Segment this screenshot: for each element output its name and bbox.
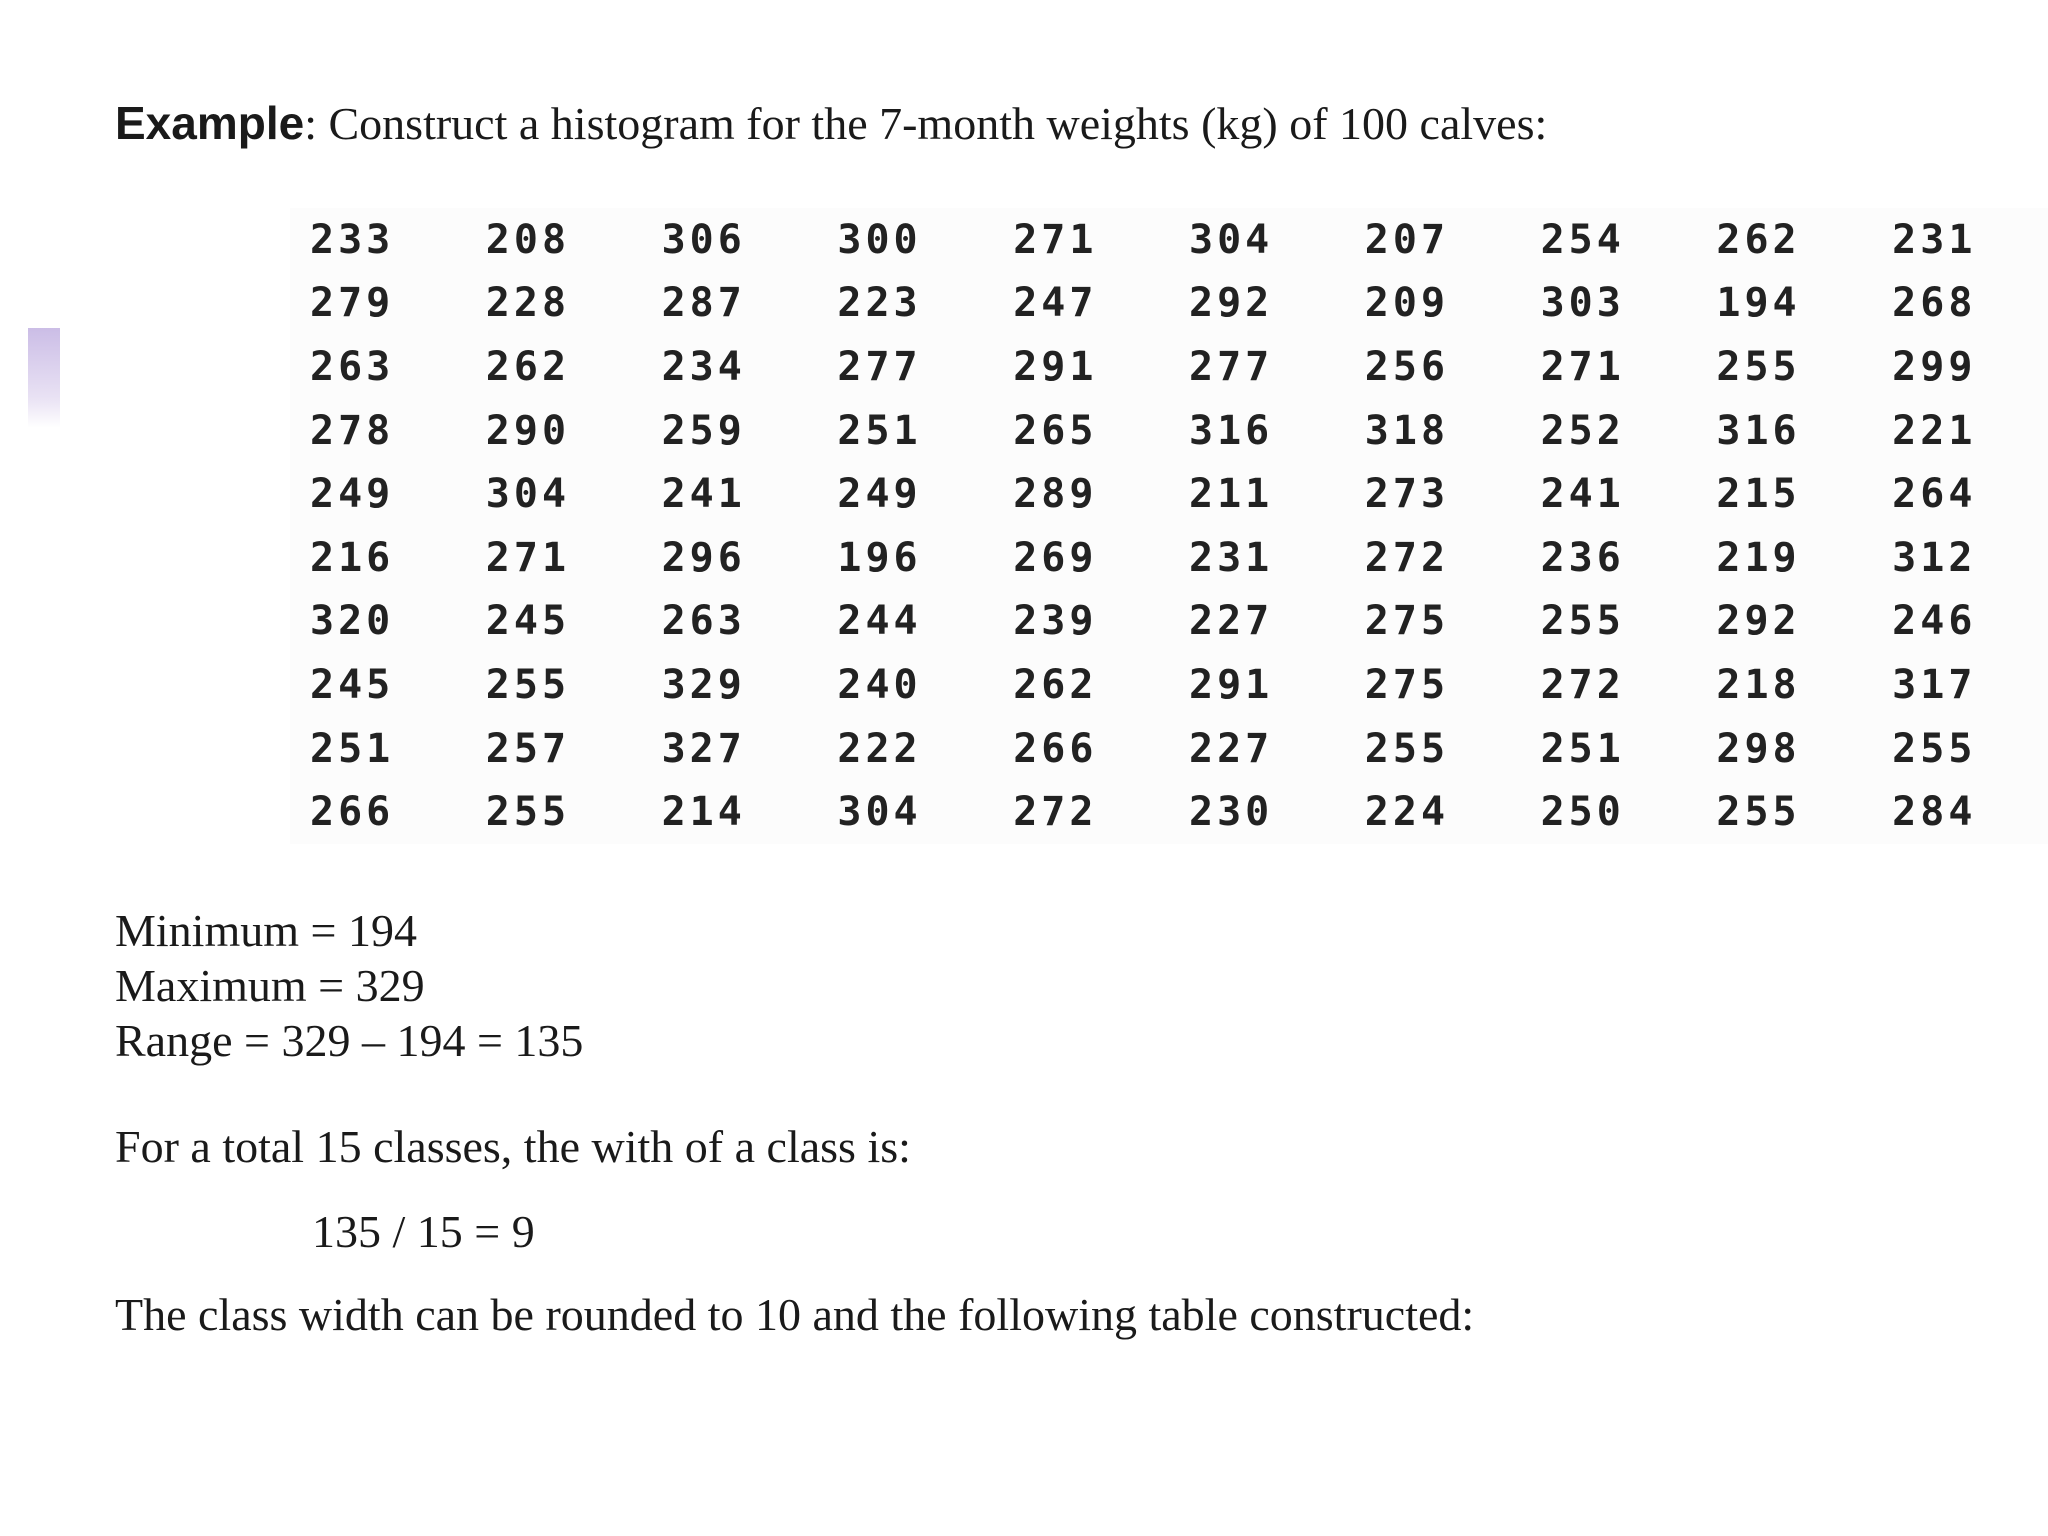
- table-cell: 287: [661, 280, 746, 327]
- table-cell: 269: [1013, 534, 1098, 581]
- class-count-text: For a total 15 classes, the with of a class is:: [115, 1121, 911, 1172]
- table-cell: 316: [1716, 407, 1801, 454]
- table-cell: 222: [837, 725, 922, 772]
- table-cell: 208: [485, 216, 571, 263]
- table-cell: 255: [1364, 725, 1450, 772]
- table-cell: 209: [1364, 280, 1450, 327]
- table-cell: 277: [837, 343, 922, 390]
- table-cell: 271: [485, 534, 571, 581]
- table-cell: 249: [310, 471, 395, 518]
- table-cell: 306: [661, 216, 746, 263]
- table-row: [290, 590, 2048, 654]
- table-cell: 216: [310, 534, 395, 581]
- weights-table: [290, 208, 2048, 844]
- table-cell: 272: [1540, 661, 1625, 708]
- table-cell: 291: [1188, 661, 1274, 708]
- table-cell: 251: [310, 725, 395, 772]
- table-cell: 266: [1013, 725, 1098, 772]
- table-cell: 233: [310, 216, 395, 263]
- table-cell: 264: [1892, 471, 1977, 518]
- table-cell: 299: [1892, 343, 1977, 390]
- table-cell: 317: [1892, 661, 1977, 708]
- table-cell: 214: [661, 789, 746, 836]
- table-cell: 257: [485, 725, 571, 772]
- table-cell: 279: [310, 280, 395, 327]
- table-cell: 255: [1540, 598, 1625, 645]
- table-cell: 291: [1013, 343, 1098, 390]
- table-row: [290, 335, 2048, 399]
- table-cell: 275: [1364, 598, 1450, 645]
- table-cell: 207: [1364, 216, 1450, 263]
- table-cell: 272: [1364, 534, 1450, 581]
- table-cell: 246: [1892, 598, 1977, 645]
- table-cell: 292: [1188, 280, 1274, 327]
- table-row: [290, 208, 2048, 272]
- table-cell: 239: [1013, 598, 1098, 645]
- minimum-line: Minimum = 194: [115, 905, 417, 956]
- table-cell: 263: [661, 598, 746, 645]
- table-cell: 231: [1892, 216, 1977, 263]
- table-cell: 247: [1013, 280, 1098, 327]
- table-cell: 250: [1540, 789, 1625, 836]
- table-cell: 249: [837, 471, 922, 518]
- table-cell: 227: [1188, 725, 1274, 772]
- table-cell: 228: [485, 280, 571, 327]
- table-cell: 262: [1716, 216, 1801, 263]
- table-row: [290, 272, 2048, 336]
- table-row: [290, 462, 2048, 526]
- table-cell: 271: [1540, 343, 1625, 390]
- table-cell: 312: [1892, 534, 1977, 581]
- table-cell: 245: [310, 661, 395, 708]
- accent-bar: [28, 328, 60, 428]
- table-cell: 278: [310, 407, 395, 454]
- heading-text: : Construct a histogram for the 7-month weights (kg) of 100 calves:: [304, 98, 1548, 149]
- table-cell: 316: [1188, 407, 1274, 454]
- table-row: [290, 780, 2048, 844]
- table-cell: 318: [1364, 407, 1450, 454]
- table-cell: 303: [1540, 280, 1625, 327]
- table-cell: 320: [310, 598, 395, 645]
- table-cell: 259: [661, 407, 746, 454]
- table-cell: 304: [837, 789, 922, 836]
- table-cell: 234: [661, 343, 746, 390]
- table-cell: 298: [1716, 725, 1801, 772]
- table-cell: 255: [1892, 725, 1977, 772]
- table-row: [290, 526, 2048, 590]
- table-cell: 221: [1892, 407, 1977, 454]
- range-line: Range = 329 – 194 = 135: [115, 1015, 584, 1066]
- table-cell: 245: [485, 598, 571, 645]
- maximum-line: Maximum = 329: [115, 960, 425, 1011]
- class-width-calculation: 135 / 15 = 9: [312, 1206, 535, 1257]
- table-cell: 255: [485, 661, 571, 708]
- table-row: [290, 717, 2048, 781]
- table-cell: 266: [310, 789, 395, 836]
- table-cell: 215: [1716, 471, 1801, 518]
- table-row: [290, 653, 2048, 717]
- table-cell: 251: [837, 407, 922, 454]
- table-cell: 262: [485, 343, 571, 390]
- weights-table-body: [290, 208, 2048, 844]
- table-cell: 223: [837, 280, 922, 327]
- table-cell: 218: [1716, 661, 1801, 708]
- table-cell: 292: [1716, 598, 1801, 645]
- table-cell: 265: [1013, 407, 1098, 454]
- table-cell: 284: [1892, 789, 1977, 836]
- table-cell: 327: [661, 725, 746, 772]
- table-cell: 230: [1188, 789, 1274, 836]
- table-cell: 251: [1540, 725, 1625, 772]
- table-cell: 262: [1013, 661, 1098, 708]
- table-cell: 227: [1188, 598, 1274, 645]
- table-cell: 240: [837, 661, 922, 708]
- table-cell: 219: [1716, 534, 1801, 581]
- table-cell: 241: [1540, 471, 1625, 518]
- table-cell: 304: [1188, 216, 1274, 263]
- table-cell: 273: [1364, 471, 1450, 518]
- table-cell: 211: [1188, 471, 1274, 518]
- table-cell: 272: [1013, 789, 1098, 836]
- table-cell: 244: [837, 598, 922, 645]
- table-cell: 271: [1013, 216, 1098, 263]
- table-cell: 255: [485, 789, 571, 836]
- conclusion-text: The class width can be rounded to 10 and the following table constructed:: [115, 1289, 1475, 1340]
- table-cell: 224: [1364, 789, 1450, 836]
- table-cell: 263: [310, 343, 395, 390]
- table-cell: 252: [1540, 407, 1625, 454]
- summary-stats: [115, 903, 583, 1068]
- table-cell: 275: [1364, 661, 1450, 708]
- table-cell: 277: [1188, 343, 1274, 390]
- table-cell: 194: [1716, 280, 1801, 327]
- table-cell: 304: [485, 471, 571, 518]
- table-cell: 329: [661, 661, 746, 708]
- table-cell: 254: [1540, 216, 1625, 263]
- table-cell: 289: [1013, 471, 1098, 518]
- table-cell: 255: [1716, 789, 1801, 836]
- table-cell: 241: [661, 471, 746, 518]
- table-cell: 255: [1716, 343, 1801, 390]
- table-cell: 268: [1892, 280, 1977, 327]
- table-cell: 236: [1540, 534, 1625, 581]
- table-cell: 256: [1364, 343, 1450, 390]
- table-cell: 231: [1188, 534, 1274, 581]
- table-cell: 300: [837, 216, 922, 263]
- example-heading: [115, 96, 1547, 150]
- table-cell: 296: [661, 534, 746, 581]
- heading-label: Example: [115, 97, 305, 149]
- table-row: [290, 399, 2048, 463]
- table-cell: 196: [837, 534, 922, 581]
- table-cell: 290: [485, 407, 571, 454]
